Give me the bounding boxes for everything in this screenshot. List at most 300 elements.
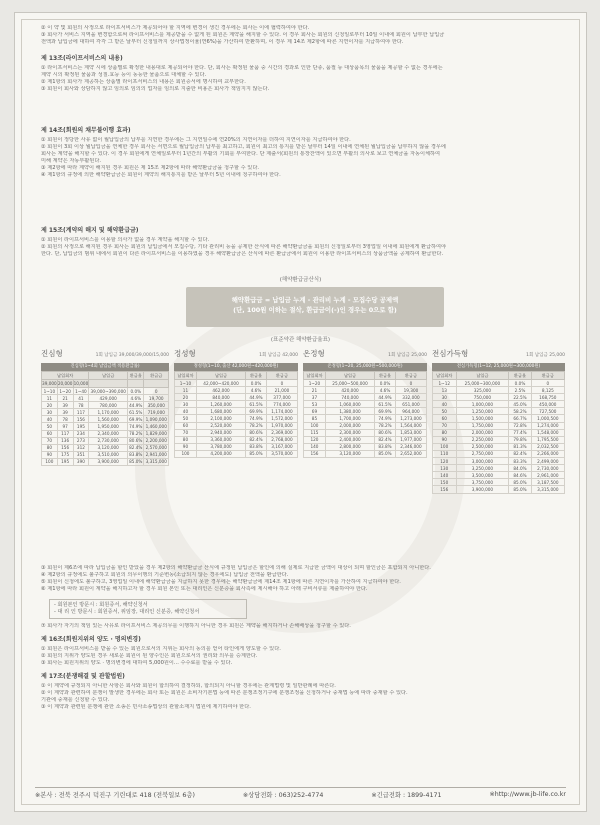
table-row <box>433 380 565 387</box>
text-line: ④ 제1항의 규정에 의한 해약환급금은 회원이 계약의 해지통지를 받은 날부터 5년 이내에 청구하여야 한다. <box>41 172 281 178</box>
article-title: 제 16조(회원지위의 양도 · 명의변경) <box>41 636 141 643</box>
table-row <box>433 408 565 415</box>
table-row <box>433 436 565 443</box>
table-cell: 727,500 <box>531 408 564 415</box>
table-cell: 0.0% <box>128 388 144 395</box>
table-cell: 156 <box>304 450 326 457</box>
footer-contact-bar <box>35 787 566 799</box>
table-cell: 130 <box>433 465 457 472</box>
table-cell: 100 <box>42 458 58 465</box>
table-cell: 21 <box>57 395 73 402</box>
footer-phone: ※상담전화 : 063)252-4774 <box>242 792 324 799</box>
text-line: ② 회원의 사정으로 해지된 경우 회사는 회원의 납입금에서 모집수당, 기타 관리비 등을 공제한 산식에 따른 해약환급금을 회원의 신청일로부터 3영업일 이내에 회원에게 환급하여야 <box>41 244 447 250</box>
article-13 <box>41 55 561 93</box>
table-cell: 3,570,000 <box>266 450 297 457</box>
table-cell: 4.6% <box>246 387 267 394</box>
table-cell: 1~20 <box>304 380 326 387</box>
refund-rate-tables <box>41 348 565 543</box>
table-cell: 81.3% <box>509 443 531 450</box>
table-cell: 3,360,000 <box>196 436 245 443</box>
article-17 <box>41 673 561 711</box>
table-cell: 273 <box>73 437 89 444</box>
table-cell: 90 <box>175 443 197 450</box>
table-row <box>175 401 298 408</box>
table-cell: 40 <box>175 408 197 415</box>
table-cell: 20 <box>175 394 197 401</box>
table-cell: 66.7% <box>509 415 531 422</box>
table-cell: 80.6% <box>246 429 267 436</box>
text-line: 전액과 납입금에 대하여 각각 그 받은 날부터 신청일까지 상사법정이율(연6%)을 가산하여 반환하며, 이 경우 제 14조 제2항에 따른 지연이자를 지급하여야 한다. <box>41 39 404 45</box>
refund-table <box>41 348 169 543</box>
footer-address: ※본사 : 전북 전주시 덕진구 기린대로 418 (전북일보 6층) <box>35 792 195 799</box>
table-cell: 1,829,000 <box>145 431 167 437</box>
table-cell: 1,950,000 <box>89 423 128 430</box>
column-subheader-empty <box>89 380 128 388</box>
table-row <box>304 401 427 408</box>
table-cell: 115 <box>304 429 326 436</box>
table-cell: 77.4% <box>509 429 531 436</box>
table-row <box>175 394 298 401</box>
table-row <box>433 479 565 486</box>
text-line: ① 회원이 라이프서비스를 이용할 의사가 없을 경우 계약을 해지할 수 있다. <box>41 237 210 243</box>
table-cell: 60 <box>175 422 197 429</box>
table-cell: 2,940,000 <box>196 429 245 436</box>
table-cell: 60 <box>42 430 58 437</box>
table-cell: 82.4% <box>246 436 267 443</box>
table-cell: 1~20 <box>57 388 73 395</box>
table-title: 전심가득형 <box>432 349 469 358</box>
table-cell: 69.9% <box>129 416 143 422</box>
table-cell: 20 <box>42 402 58 409</box>
table-cell: 377,000 <box>266 394 297 401</box>
column-header: 환급금 <box>266 372 297 380</box>
table-row <box>304 408 427 415</box>
table-row <box>42 423 169 430</box>
article-15-notes <box>41 565 561 711</box>
text-line: ① 회원이 정당한 사유 없이 월납입금의 납부를 지연한 경우에는 그 지연일수에 연20%의 지연이자를 더하여 지연이자를 지급하여야 한다. <box>41 137 351 143</box>
table-cell: 82.4% <box>509 450 531 457</box>
table-cell: 3,315,000 <box>145 459 167 465</box>
column-subheader-empty <box>144 380 169 388</box>
text-line: ① 회원은 라이프서비스를 받을 수 있는 회원으로서의 지위는 회사의 동의를 얻어 타인에게 양도할 수 있다. <box>41 646 281 652</box>
table-cell: 651,000 <box>395 401 426 408</box>
table-cell: 312 <box>73 444 89 451</box>
table-cell: 50 <box>42 423 58 430</box>
text-line: ② 회원이 3회 이상 월납입금을 연체한 경우 회사는 서면으로 월납입금의 납부를 최고하고, 회원이 최고의 통지를 받은 날부터 14일 이내에 연체된 월납입금을 납부하지 않을 경우에 <box>41 144 446 150</box>
table-cell: 2,100,000 <box>196 415 245 422</box>
table-row <box>175 415 298 422</box>
table-cell: 21 <box>304 387 326 394</box>
refund-rate-table <box>303 371 427 458</box>
table-cell: 1~12 <box>433 380 457 387</box>
table-row <box>42 409 169 416</box>
refund-table <box>432 348 565 543</box>
table-cell: 2,570,000 <box>145 445 167 451</box>
table-cell: 450,000 <box>531 401 564 408</box>
table-cell: 1,977,000 <box>395 436 426 443</box>
table-header-bar: 전심가득형(1~12, 25,000원~300,000원) <box>432 363 565 371</box>
table-cell: 234 <box>73 430 89 437</box>
table-row <box>433 415 565 422</box>
table-cell: 195 <box>57 458 73 465</box>
table-cell: 1,560,000 <box>89 416 128 423</box>
column-header: 납입금 <box>89 372 128 380</box>
table-cell: 90 <box>42 451 58 458</box>
table-cell: 42,000~420,000 <box>196 380 245 387</box>
table-cell: 140 <box>433 472 457 479</box>
footer-website-link[interactable]: ※http://www.jb-life.co.kr <box>489 791 566 798</box>
column-header: 납입금 <box>456 372 509 380</box>
text-line: ② 이 약 및 회원의 사정으로 라이프서비스가 제공되어야 할 지역에 변경이 생긴 경우에는 회사는 이에 협력하여야 한다. <box>41 25 310 31</box>
table-cell: 74.9% <box>246 415 267 422</box>
table-cell: 85.0% <box>129 459 143 465</box>
table-cell: 1,170,000 <box>89 409 128 416</box>
table-cell: 80 <box>433 429 457 436</box>
table-cell: 1,548,000 <box>531 429 564 436</box>
text-line: ⑦ 회사가 자기의 책임 있는 사유로 라이프서비스 제공의무를 이행하지 아니한 경우 회원은 계약을 해지하거나 손해배상을 청구할 수 있다. <box>41 623 351 629</box>
column-header: 환급율 <box>246 372 267 380</box>
table-cell: 351 <box>73 451 89 458</box>
table-row <box>433 486 565 493</box>
table-cell: 85.0% <box>509 479 531 486</box>
column-subheader-empty <box>128 380 144 388</box>
table-cell: 70 <box>175 429 197 436</box>
table-row <box>433 422 565 429</box>
table-cell: 40 <box>42 416 58 423</box>
table-row <box>433 401 565 408</box>
table-cell: 3,187,500 <box>531 479 564 486</box>
table-cell: 2,499,000 <box>531 458 564 465</box>
table-cell: 69.9% <box>246 408 267 415</box>
table-cell: 61.5% <box>246 401 267 408</box>
table-row <box>304 443 427 450</box>
table-cell: 1~10 <box>42 388 58 395</box>
table-cell: 1,274,000 <box>531 422 564 429</box>
article-title: 제 17조(분쟁해결 및 관할법원) <box>41 673 125 680</box>
table-row <box>304 387 427 394</box>
table-cell: 85 <box>304 415 326 422</box>
table-row <box>433 450 565 457</box>
table-cell: 117 <box>57 430 73 437</box>
table-cell: 2,300,000 <box>325 429 374 436</box>
table-row <box>42 416 169 423</box>
text-line: 한다. 단, 납입금의 범위 내에서 회원이 다른 라이프서비스를 이용하였을 경우 해약환급금은 산식에 따른 환급금에서 회원이 이용한 라이프서비스의 상품금액을 공제하여 환급한다. <box>41 251 444 257</box>
formula-line: (단, 100원 이하는 절삭, 환급금이(-)인 경우는 0으로 함) <box>233 306 397 314</box>
table-cell: 3,900,000 <box>89 458 128 465</box>
table-cell: 136 <box>57 437 73 444</box>
table-cell: 156 <box>73 416 89 423</box>
table-row <box>175 408 298 415</box>
table-cell: 2,200,000 <box>145 438 167 444</box>
table-cell: 80.6% <box>375 429 396 436</box>
top-clauses <box>41 25 561 46</box>
table-cell: 1,000,000 <box>456 401 509 408</box>
table-cell: 156 <box>57 444 73 451</box>
table-cell: 3,750,000 <box>456 479 509 486</box>
table-cell: 2,652,000 <box>395 450 426 457</box>
table-cell: 4.6% <box>375 387 396 394</box>
column-subheader: 39,000 <box>42 381 57 386</box>
table-cell: 2,768,000 <box>266 436 297 443</box>
table-cell: 74.9% <box>129 424 143 430</box>
table-cell: 195 <box>73 423 89 430</box>
table-cell: 83.3% <box>509 458 531 465</box>
table-cell: 2,346,000 <box>395 443 426 450</box>
table-row <box>42 437 169 444</box>
table-cell: 462,000 <box>196 387 245 394</box>
table-cell: 0 <box>395 380 426 387</box>
table-cell: 2,400,000 <box>325 436 374 443</box>
refund-table <box>303 348 427 543</box>
table-cell: 1,174,000 <box>266 408 297 415</box>
table-row <box>175 429 298 436</box>
table-cell: 78 <box>57 416 73 423</box>
table-cell: 82.4% <box>375 436 396 443</box>
table-row <box>433 387 565 394</box>
table-cell: 325,000 <box>456 387 509 394</box>
table-title: 진심형 <box>41 349 63 358</box>
table-cell: 1,564,000 <box>395 422 426 429</box>
table-cell: 40 <box>433 401 457 408</box>
text-line: ① 라이프서비스는 계약 시에 상품별로 확정한 내용대로 제공되어야 한다. 단, 회사는 확정된 물품 중 시간의 경과로 인한 단종, 품절 등 대상품목의 물품을 제공할 수 없는 경우에는 <box>41 65 443 71</box>
table-cell: 37 <box>304 394 326 401</box>
text-line: 미해 계약은 자동부활된다. <box>41 158 102 164</box>
table-note: 1회 납입금 25,000 <box>526 353 565 358</box>
table-cell: 1,795,500 <box>531 436 564 443</box>
table-row <box>175 380 298 387</box>
text-line: ③ 제2항에 따라 계약이 해지된 경우 회원은 제 15조 제2항에 따라 해약환급금을 청구할 수 있다. <box>41 165 259 171</box>
table-cell: 1,260,000 <box>196 401 245 408</box>
table-cell: 168,750 <box>531 394 564 401</box>
column-header: 납입회차 <box>304 372 326 380</box>
table-cell: 3,510,000 <box>89 451 128 458</box>
table-cell: 117 <box>73 409 89 416</box>
table-cell: 429,000 <box>89 395 128 402</box>
column-header: 납입금 <box>196 372 245 380</box>
table-cell: 1,380,000 <box>325 408 374 415</box>
table-row <box>304 429 427 436</box>
table-cell: 3,120,000 <box>89 444 128 451</box>
required-documents-box <box>49 599 247 619</box>
table-cell: 780,000 <box>89 402 128 409</box>
table-cell: 78 <box>73 402 89 409</box>
table-cell: 100 <box>304 422 326 429</box>
table-cell: 1,970,000 <box>266 422 297 429</box>
table-cell: 70 <box>433 422 457 429</box>
table-cell: 740,000 <box>325 394 374 401</box>
table-row <box>433 429 565 436</box>
table-cell: 100 <box>433 443 457 450</box>
table-cell: 85.0% <box>375 450 396 457</box>
table-cell: 2,340,000 <box>89 430 128 437</box>
table-cell: 19,700 <box>144 395 169 402</box>
article-title: 제 14조(회원의 채무불이행 효과) <box>41 127 131 134</box>
table-cell: 4,200,000 <box>196 450 245 457</box>
table-cell: 120 <box>304 436 326 443</box>
column-header: 환급금 <box>144 372 169 380</box>
table-cell: 2,941,000 <box>145 452 167 458</box>
table-cell: 84.6% <box>509 472 531 479</box>
table-cell: 13 <box>433 387 457 394</box>
table-cell: 90 <box>433 436 457 443</box>
table-cell: 53 <box>304 401 326 408</box>
article-15 <box>41 227 561 258</box>
column-header: 납입금 <box>325 372 374 380</box>
table-cell: 45.0% <box>509 401 531 408</box>
table-cell: 3,250,000 <box>456 465 509 472</box>
table-row <box>433 465 565 472</box>
table-row <box>304 394 427 401</box>
table-cell: 44.9% <box>375 394 396 401</box>
table-cell: 2.5% <box>509 387 531 394</box>
table-cell: 50 <box>433 408 457 415</box>
table-cell: 1,460,000 <box>145 424 167 430</box>
table-cell: 97 <box>57 423 73 430</box>
table-row <box>42 444 169 451</box>
table-cell: 83.8% <box>129 452 143 458</box>
table-cell: 1,250,000 <box>456 408 509 415</box>
table-cell: 1,060,000 <box>325 401 374 408</box>
table-cell: 22.5% <box>509 394 531 401</box>
table-cell: 2,250,000 <box>456 436 509 443</box>
table-row <box>433 458 565 465</box>
table-cell: 175 <box>57 451 73 458</box>
table-cell: 83.8% <box>375 443 396 450</box>
table-row <box>42 395 169 402</box>
text-line: ② 회원의 지위가 양도된 경우 새로운 회원이 된 양수인은 회원으로서의 권리와 의무를 승계한다. <box>41 653 258 659</box>
table-cell: 61.5% <box>129 409 143 415</box>
formula-line: 해약환급금 = 납입금 누계 - 관리비 누계 - 모집수당 공제액 <box>231 296 399 304</box>
table-cell: 3,167,000 <box>266 443 297 450</box>
table-note: 1회 납입금 39,000/39,000/15,000 <box>95 353 169 358</box>
table-cell: 3,120,000 <box>325 450 374 457</box>
table-cell: 19,300 <box>395 387 426 394</box>
table-row <box>42 451 169 458</box>
table-title: 정성형 <box>174 349 196 358</box>
table-row <box>175 436 298 443</box>
table-cell: 25,000~500,000 <box>325 380 374 387</box>
text-line: ③ 회사가 서비스 지역을 변경함으로써 라이프서비스를 제공받을 수 없게 된 회원은 계약을 해지할 수 있다. 이 경우 회사는 회원의 신청일로부터 10일 이내에 회원이 납부한 납입금 <box>41 32 445 38</box>
table-header-bar: 진심형(1~4회 납입금액 적용환급률) <box>41 363 169 371</box>
table-cell: 1,090,000 <box>145 416 167 422</box>
table-cell: 420,000 <box>325 387 374 394</box>
table-cell: 61.5% <box>375 401 396 408</box>
table-row <box>42 458 169 465</box>
table-cell: 80.6% <box>129 438 143 444</box>
table-cell: 74.9% <box>375 415 396 422</box>
table-cell: 774,000 <box>266 401 297 408</box>
table-cell: 840,000 <box>196 394 245 401</box>
table-cell: 2,369,000 <box>266 429 297 436</box>
table-row <box>433 472 565 479</box>
table-cell: 78.2% <box>129 431 143 437</box>
table-cell: 2,730,000 <box>89 437 128 444</box>
table-cell: 21,000 <box>266 387 297 394</box>
table-cell: 0 <box>144 388 169 395</box>
table-cell: 1,273,000 <box>395 415 426 422</box>
table-cell: 719,000 <box>144 409 169 416</box>
table-cell: 30 <box>42 409 58 416</box>
table-header-bar: 정성형(1~10, 출산 42,000원~420,000원) <box>174 363 298 371</box>
table-header-bar: 온정형(1~20, 25,000원~500,000원) <box>303 363 427 371</box>
refund-rate-table <box>174 371 298 458</box>
column-header: 환급금 <box>531 372 564 380</box>
table-cell: 44.9% <box>246 394 267 401</box>
table-cell: 58.2% <box>509 408 531 415</box>
table-cell: 2,750,000 <box>456 450 509 457</box>
article-16 <box>41 636 561 667</box>
footer-emergency-phone: ※긴급전화 : 1899-4171 <box>371 792 442 799</box>
table-cell: 2,961,000 <box>531 472 564 479</box>
column-header: 납입회차 <box>433 372 457 380</box>
text-line: ③ 회사는 회원지위의 양도 · 명의변경에 대하여 5,000원이... 수수료를 받을 수 있다. <box>41 660 233 666</box>
table-cell: 350,000 <box>144 402 169 409</box>
table-cell: 1,750,000 <box>456 422 509 429</box>
table-cell: 390 <box>73 458 89 465</box>
text-line: ③ 회원이 제6조에 따라 납입금을 할인 받았을 경우 제2항의 해약환급금 산식에 규정된 납입금은 할인에 의해 실제로 지급한 금액이 대상이 되며 할인금은 포함되지 아니한다. <box>41 565 431 571</box>
table-cell: 100 <box>175 450 197 457</box>
table-cell: 0.0% <box>375 380 396 387</box>
table-title: 온정형 <box>303 349 325 358</box>
table-cell: 78.2% <box>375 422 396 429</box>
table-cell: 25,000~300,000 <box>456 380 509 387</box>
table-cell: 2,800,000 <box>325 443 374 450</box>
text-line: - 회원본인 방문시 : 회원증서, 해약신청서 <box>54 602 148 608</box>
column-header: 환급금 <box>395 372 426 380</box>
table-cell: 70 <box>42 437 58 444</box>
article-title: 제 15조(계약의 해지 및 해약환급금) <box>41 227 139 234</box>
column-header: 환급율 <box>375 372 396 380</box>
table-cell: 964,000 <box>395 408 426 415</box>
table-cell: 2,730,000 <box>531 465 564 472</box>
table-cell: 80 <box>175 436 197 443</box>
table-cell: 0 <box>531 380 564 387</box>
table-cell: 1,680,000 <box>196 408 245 415</box>
table-row <box>175 443 298 450</box>
table-row <box>433 443 565 450</box>
table-row <box>304 380 427 387</box>
text-line: 회사는 계약을 해지할 수 있다. 이 경우 회원에게 연체일로부터 1년간의 부활의 기회를 부여한다. 단 제출서(회원의 통장잔액이 있으면 부활의 의사로 보고 연체금을 자동이체하여 <box>41 151 441 157</box>
table-row <box>175 450 298 457</box>
table-cell: 2,000,000 <box>325 422 374 429</box>
table-cell: 39 <box>57 402 73 409</box>
table-cell: 39 <box>57 409 73 416</box>
table-cell: 11 <box>175 387 197 394</box>
table-note: 1회 납입금 25,000 <box>388 353 427 358</box>
formula-caption: (해약환급금산식) <box>279 277 322 283</box>
table-cell: 0 <box>266 380 297 387</box>
table-cell: 41 <box>73 395 89 402</box>
text-line: ① 이 계약에 규정되지 아니한 사항은 회사와 회원이 합의하여 결정하되, 합의되지 아니할 경우에는 관계법령 및 일반관례에 따른다. <box>41 683 336 689</box>
text-line: ⑤ 회원이 신청에도 불구하고, 3영업일 이내에 해약환급금을 지급하지 못한 경우에는 해약환급금에 제14조 제1항에 따른 지연이자를 가산하여 지급하여야 한다. <box>41 579 401 585</box>
refund-rate-table <box>432 371 565 494</box>
table-cell: 80 <box>42 444 58 451</box>
table-cell: 85.0% <box>509 486 531 493</box>
column-header: 납입회차 <box>42 372 89 380</box>
table-cell: 85.0% <box>246 450 267 457</box>
table-cell: 140 <box>304 443 326 450</box>
table-cell: 3,500,000 <box>456 472 509 479</box>
table-row <box>42 388 169 395</box>
table-cell: 30 <box>175 401 197 408</box>
table-caption: (표준약관 해약환급율표) <box>270 337 331 343</box>
table-cell: 3,000,000 <box>456 458 509 465</box>
table-cell: 30 <box>433 394 457 401</box>
table-note: 1회 납입금 42,000 <box>259 353 298 358</box>
table-cell: 8,125 <box>531 387 564 394</box>
column-subheader: 20,000 <box>57 381 73 386</box>
text-line: ④ 제2항의 규정에도 불구하고 회원의 의무이행의 기준변동(소급되지 않는 경우에도) 납입금 전액을 환급한다. <box>41 572 289 578</box>
